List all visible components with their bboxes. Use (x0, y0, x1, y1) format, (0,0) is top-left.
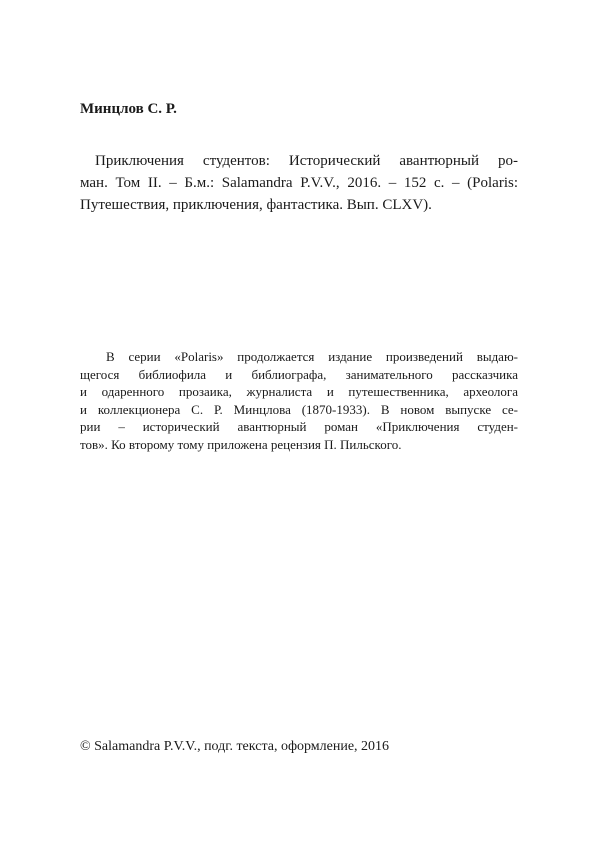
bib-line: Путешествия, приключения, фантастика. Вып. CLXV). (80, 197, 432, 213)
annotation-line: В серии «Polaris» продолжается издание произведений выдаю- (106, 349, 518, 364)
annotation-line: рии – исторический авантюрный роман «Приключения студен- (80, 419, 518, 435)
copyright-notice: © Salamandra P.V.V., подг. текста, оформление, 2016 (80, 739, 390, 754)
bib-line: Приключения студентов: Исторический авантюрный ро- (95, 153, 518, 169)
annotation-line: и коллекционера С. Р. Минцлова (1870-1933). В новом выпуске се- (80, 401, 518, 417)
bib-line: ман. Том II. – Б.м.: Salamandra P.V.V., 2016. – 152 с. – (Polaris: (80, 175, 518, 191)
author-name: Минцлов С. Р. (80, 101, 177, 117)
annotation-line: тов». Ко второму тому приложена рецензия П. Пильского. (80, 437, 402, 452)
annotation-line: щегося библиофила и библиографа, занимательного рассказчика (80, 366, 518, 382)
annotation-line: и одаренного прозаика, журналиста и путешественника, археолога (80, 384, 518, 400)
